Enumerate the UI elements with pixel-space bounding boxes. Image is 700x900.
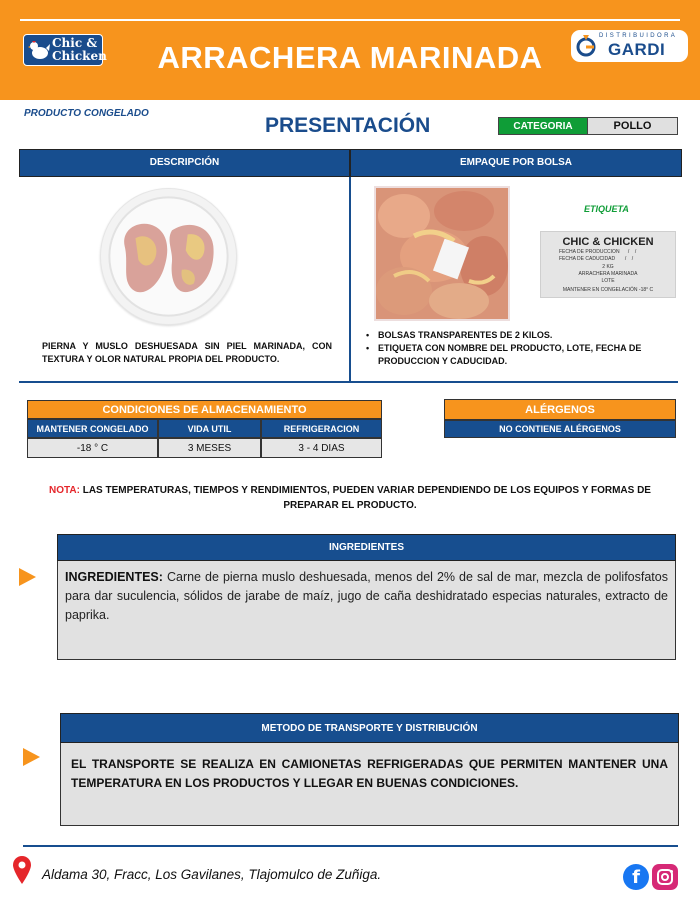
storage-value-refrigeration: 3 - 4 DIAS — [261, 438, 382, 458]
gardi-logo — [571, 30, 688, 62]
note-body: LAS TEMPERATURAS, TIEMPOS Y RENDIMIENTOS, PUEDEN VARIAR DEPENDIENDO DE LOS EQUIPOS Y FORMAS DE PREPARAR EL PRODUCTO. — [79, 485, 651, 511]
list-item: • ETIQUETA CON NOMBRE DEL PRODUCTO, LOTE, FECHA DE PRODUCCION Y CADUCIDAD. — [364, 342, 679, 368]
note-text — [40, 483, 660, 513]
arrow-icon — [19, 568, 36, 586]
description-text: PIERNA Y MUSLO DESHUESADA SIN PIEL MARINADA, CON TEXTURA Y OLOR NATURAL PROPIA DEL PRODUCTO. — [42, 341, 332, 364]
ingredients-text: Carne de pierna muslo deshuesada, menos del 2% de sal de mar, mezcla de polifosfatos para dar suculencia, sólidos de jarabe de maíz, jugo de caña deshidratado especias naturales, extracto de paprika. — [65, 570, 668, 622]
transport-text: EL TRANSPORTE SE REALIZA EN CAMIONETAS REFRIGERADAS QUE PERMITEN MANTENER UNA TEMPERATURA EN LOS PRODUCTOS Y LLEGAR EN BUENAS CONDICIONES. — [71, 757, 668, 790]
transport-header: METODO DE TRANSPORTE Y DISTRIBUCIÓN — [60, 713, 679, 743]
label-storage: MANTENER EN CONGELACIÓN -18° C — [562, 287, 654, 293]
packaging-list — [364, 329, 679, 368]
storage-col-refrigeration: REFRIGERACION — [261, 419, 382, 438]
ingredients-box — [57, 561, 676, 660]
label-production: FECHA DE PRODUCCION / / — [559, 249, 637, 255]
allergens-value: NO CONTIENE ALÉRGENOS — [444, 420, 676, 438]
arrow-icon — [23, 748, 40, 766]
footer-address: Aldama 30, Fracc, Los Gavilanes, Tlajomulco de Zuñiga. — [42, 867, 382, 882]
storage-title: CONDICIONES DE ALMACENAMIENTO — [27, 400, 382, 419]
note-label: NOTA: — [49, 485, 80, 496]
section-divider-vertical — [349, 177, 351, 381]
list-item: • BOLSAS TRANSPARENTES DE 2 KILOS. — [364, 329, 679, 342]
section-divider-horizontal — [19, 381, 678, 383]
presentation-title: PRESENTACIÓN — [265, 114, 431, 137]
logo-text-line-1: Chic & — [52, 36, 98, 50]
label-lot: LOTE — [601, 278, 615, 284]
transport-box — [60, 743, 679, 826]
storage-value-frozen: -18 ° C — [27, 438, 158, 458]
gardi-subtitle: DISTRIBUIDORA — [599, 33, 678, 39]
instagram-icon[interactable] — [652, 864, 678, 890]
label-expiry: FECHA DE CADUCIDAD / / — [559, 256, 634, 262]
product-plate-image — [100, 188, 237, 325]
location-pin-icon — [12, 855, 32, 885]
gardi-name: GARDI — [608, 40, 666, 59]
header-banner — [0, 0, 700, 100]
product-bag-image — [374, 186, 510, 321]
ingredients-header: INGREDIENTES — [57, 534, 676, 561]
allergens-title: ALÉRGENOS — [444, 399, 676, 420]
page-title: ARRACHERA MARINADA — [157, 40, 543, 75]
facebook-icon[interactable]: f — [623, 864, 649, 890]
footer-divider — [23, 845, 678, 847]
ingredients-label: INGREDIENTES: — [65, 570, 163, 584]
storage-col-shelf-life: VIDA UTIL — [158, 419, 261, 438]
packaging-header: EMPAQUE POR BOLSA — [350, 149, 682, 177]
category-value: POLLO — [588, 117, 678, 135]
label-weight: 2 KG — [602, 264, 614, 270]
description-header: DESCRIPCIÓN — [19, 149, 350, 177]
storage-value-shelf-life: 3 MESES — [158, 438, 261, 458]
storage-col-frozen: MANTENER CONGELADO — [27, 419, 158, 438]
gardi-mark-icon — [575, 33, 597, 59]
category-label: CATEGORIA — [498, 117, 588, 135]
label-caption: ETIQUETA — [584, 204, 629, 214]
label-sample — [540, 231, 676, 298]
header-divider — [20, 19, 680, 21]
logo-text-line-2: Chicken — [52, 49, 107, 63]
label-product: ARRACHERA MARINADA — [578, 271, 638, 277]
product-type-label: PRODUCTO CONGELADO — [24, 108, 149, 119]
label-brand: CHIC & CHICKEN — [562, 236, 654, 248]
